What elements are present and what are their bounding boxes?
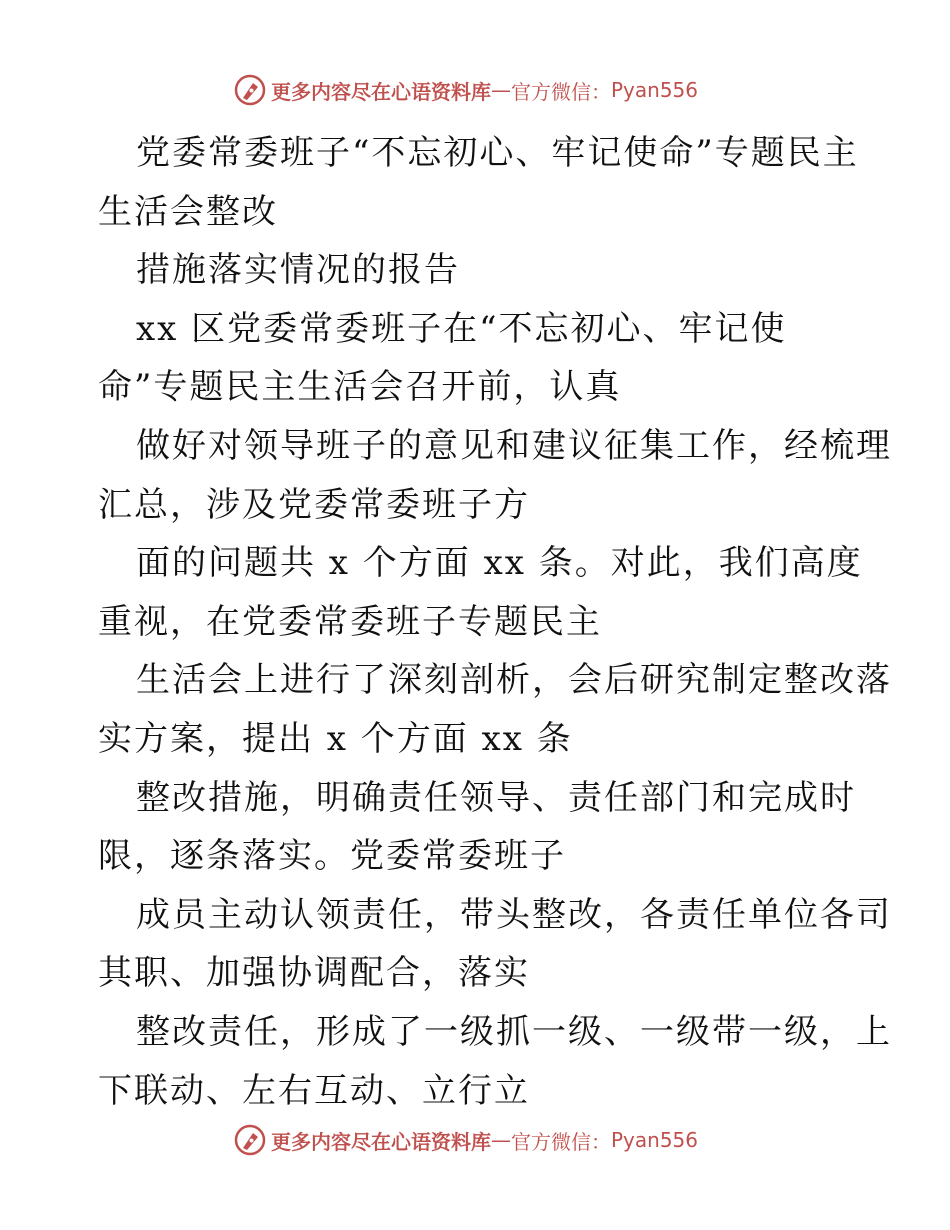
doc-line: 整改责任，形成了一级抓一级、一级带一级，上 <box>136 1011 892 1052</box>
doc-line: 成员主动认领责任，带头整改，各责任单位各司 <box>136 894 892 935</box>
doc-line: xx 区党委常委班子在“不忘初心、牢记使 <box>136 308 787 349</box>
footer-site-text: 更多内容尽在心语资料库 <box>271 1129 491 1154</box>
pen-nib-logo-icon <box>233 1123 267 1157</box>
header-separator: — <box>491 78 511 102</box>
doc-line: 生活会上进行了深刻剖析，会后研究制定整改落 <box>136 660 892 701</box>
footer-wechat-id: Pyan556 <box>611 1128 699 1152</box>
doc-line: 命”专题民主生活会召开前，认真 <box>98 367 622 408</box>
doc-line: 措施落实情况的报告 <box>136 250 460 291</box>
doc-line: 整改措施，明确责任领导、责任部门和完成时 <box>136 777 856 818</box>
header-site-text: 更多内容尽在心语资料库 <box>271 79 491 104</box>
header-wechat-id: Pyan556 <box>611 78 699 102</box>
document-body <box>98 124 892 1120</box>
header-wechat-label: 官方微信： <box>511 79 611 104</box>
doc-line: 实方案，提出 x 个方面 xx 条 <box>98 718 573 759</box>
doc-line: 汇总，涉及党委常委班子方 <box>98 484 530 525</box>
footer-wechat-label: 官方微信： <box>511 1129 611 1154</box>
doc-line: 面的问题共 x 个方面 xx 条。对此，我们高度 <box>136 543 863 584</box>
footer-separator: — <box>491 1128 511 1152</box>
doc-line: 重视，在党委常委班子专题民主 <box>98 601 602 642</box>
doc-line: 生活会整改 <box>98 191 278 232</box>
pen-nib-logo-icon <box>233 73 267 107</box>
doc-line: 党委常委班子“不忘初心、牢记使命”专题民主 <box>136 133 859 173</box>
doc-line: 做好对领导班子的意见和建议征集工作，经梳理 <box>136 425 892 466</box>
footer-banner <box>233 1122 698 1158</box>
header-banner <box>233 72 698 108</box>
doc-line: 下联动、左右互动、立行立 <box>98 1070 530 1111</box>
doc-line: 其职、加强协调配合，落实 <box>98 953 530 994</box>
doc-line: 限，逐条落实。党委常委班子 <box>98 836 566 877</box>
